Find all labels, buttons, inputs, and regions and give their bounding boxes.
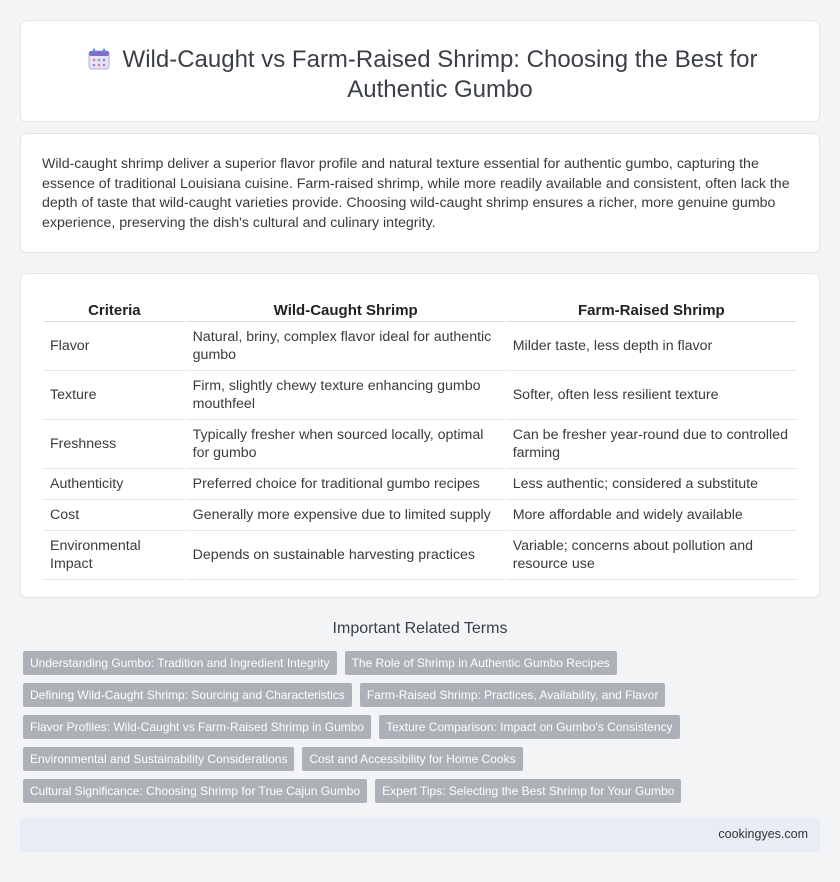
related-term-tag[interactable]: Flavor Profiles: Wild-Caught vs Farm-Raised Shrimp in Gumbo [23,715,371,739]
related-terms-list [23,651,723,811]
table-cell: Preferred choice for traditional gumbo recipes [187,469,505,500]
header-criteria: Criteria [44,296,185,322]
table-cell: Flavor [44,322,185,371]
table-cell: Can be fresher year-round due to controlled farming [507,420,796,469]
header-wild-caught: Wild-Caught Shrimp [187,296,505,322]
comparison-table [42,296,798,580]
table-cell: Authenticity [44,469,185,500]
related-term-tag[interactable]: Expert Tips: Selecting the Best Shrimp for Your Gumbo [375,779,681,803]
table-cell: Firm, slightly chewy texture enhancing gumbo mouthfeel [187,371,505,420]
table-row [44,531,796,580]
related-term-tag[interactable]: Cost and Accessibility for Home Cooks [302,747,522,771]
related-term-tag[interactable]: Environmental and Sustainability Considerations [23,747,294,771]
table-cell: Cost [44,500,185,531]
footer [20,818,820,852]
table-row [44,420,796,469]
table-cell: Less authentic; considered a substitute [507,469,796,500]
related-term-tag[interactable]: Understanding Gumbo: Tradition and Ingredient Integrity [23,651,337,675]
table-row [44,500,796,531]
table-cell: Freshness [44,420,185,469]
comparison-table-card [20,273,820,598]
table-cell: Milder taste, less depth in flavor [507,322,796,371]
table-cell: Variable; concerns about pollution and resource use [507,531,796,580]
related-term-tag[interactable]: Defining Wild-Caught Shrimp: Sourcing and Characteristics [23,683,352,707]
table-cell: Natural, briny, complex flavor ideal for authentic gumbo [187,322,505,371]
related-term-tag[interactable]: The Role of Shrimp in Authentic Gumbo Recipes [345,651,617,675]
related-terms-title: Important Related Terms [332,620,508,637]
related-term-tag[interactable]: Cultural Significance: Choosing Shrimp for True Cajun Gumbo [23,779,367,803]
header-farm-raised: Farm-Raised Shrimp [507,296,796,322]
table-row [44,469,796,500]
table-row [44,371,796,420]
related-term-tag[interactable]: Farm-Raised Shrimp: Practices, Availability, and Flavor [360,683,666,707]
intro-card [20,133,820,253]
table-cell: Typically fresher when sourced locally, optimal for gumbo [187,420,505,469]
table-row [44,322,796,371]
intro-paragraph: Wild-caught shrimp deliver a superior flavor profile and natural texture essential for authentic gumbo, capturing the essence of traditional Louisiana cuisine. Farm-raised shrimp, while more readily available and consistent, often lack the depth of taste that wild-caught varieties provide. Choosing wild-caught shrimp ensures a richer, more genuine gumbo experience, preserving the dish's cultural and culinary integrity. [42,156,790,231]
table-cell: Depends on sustainable harvesting practices [187,531,505,580]
page-title: Wild-Caught vs Farm-Raised Shrimp: Choosing the Best for Authentic Gumbo [122,46,758,103]
table-cell: Generally more expensive due to limited supply [187,500,505,531]
footer-site-link[interactable]: cookingyes.com [718,827,808,841]
related-term-tag[interactable]: Texture Comparison: Impact on Gumbo's Consistency [379,715,679,739]
table-cell: Environmental Impact [44,531,185,580]
table-cell: Texture [44,371,185,420]
title-card [20,20,820,122]
table-cell: More affordable and widely available [507,500,796,531]
table-cell: Softer, often less resilient texture [507,371,796,420]
